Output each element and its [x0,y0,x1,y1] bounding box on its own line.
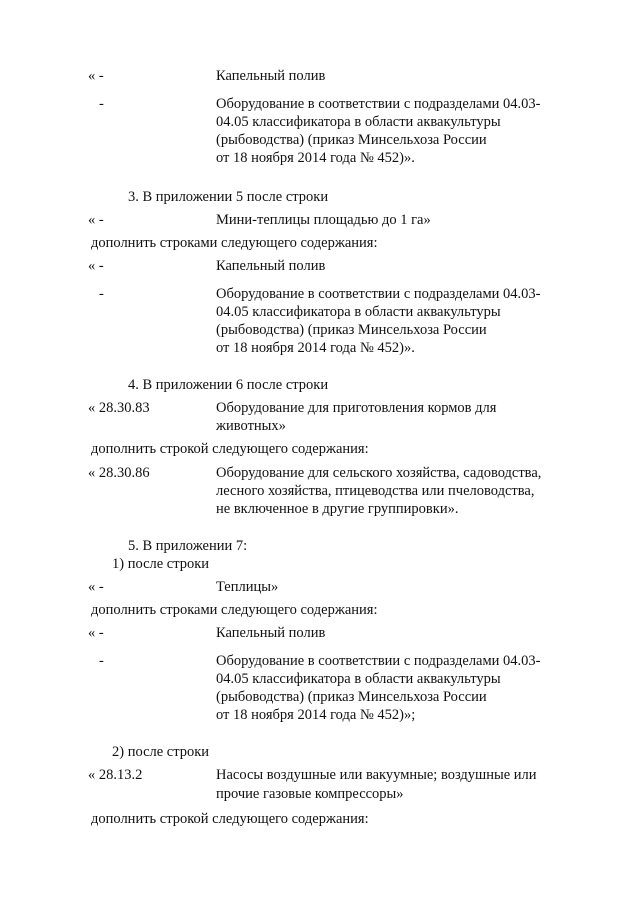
row-code: « - [88,579,104,595]
row-description: Капельный полив [216,68,326,84]
row-description: прочие газовые компрессоры» [216,786,404,802]
row-description: Теплицы» [216,579,279,595]
row-description: Оборудование в соответствии с подразделами 04.03- [216,96,541,112]
row-description: Капельный полив [216,625,326,641]
row-code: « 28.30.83 [88,400,150,416]
section-heading: 4. В приложении 6 после строки [128,377,329,393]
row-code: - [99,653,104,669]
instruction-text: дополнить строкой следующего содержания: [91,441,369,457]
row-description: Оборудование в соответствии с подразделами 04.03- [216,653,541,669]
row-code: « - [88,625,104,641]
row-description: Насосы воздушные или вакуумные; воздушные или [216,767,537,783]
row-code: - [99,286,104,302]
instruction-text: дополнить строкой следующего содержания: [91,811,369,827]
row-description: от 18 ноября 2014 года № 452)»; [216,707,416,723]
row-code: « - [88,68,104,84]
row-description: Оборудование для сельского хозяйства, садоводства, [216,465,542,481]
section-heading: 5. В приложении 7: [128,538,248,554]
row-description: Оборудование в соответствии с подразделами 04.03- [216,286,541,302]
row-description: от 18 ноября 2014 года № 452)». [216,150,415,166]
section-heading: 3. В приложении 5 после строки [128,189,329,205]
row-description: 04.05 классификатора в области аквакультуры [216,304,501,320]
subsection-heading: 1) после строки [112,556,210,572]
row-code: « 28.13.2 [88,767,143,783]
row-description: лесного хозяйства, птицеводства или пчеловодства, [216,483,535,499]
row-description: 04.05 классификатора в области аквакультуры [216,114,501,130]
row-code: - [99,96,104,112]
instruction-text: дополнить строками следующего содержания: [91,602,378,618]
row-code: « - [88,258,104,274]
row-description: (рыбоводства) (приказ Минсельхоза России [216,689,487,705]
row-description: (рыбоводства) (приказ Минсельхоза России [216,322,487,338]
row-description: не включенное в другие группировки». [216,501,459,517]
subsection-heading: 2) после строки [112,744,210,760]
row-description: Оборудование для приготовления кормов для [216,400,497,416]
row-description: 04.05 классификатора в области аквакультуры [216,671,501,687]
instruction-text: дополнить строками следующего содержания: [91,235,378,251]
row-code: « - [88,212,104,228]
row-description: от 18 ноября 2014 года № 452)». [216,340,415,356]
row-description: (рыбоводства) (приказ Минсельхоза России [216,132,487,148]
row-description: Капельный полив [216,258,326,274]
row-code: « 28.30.86 [88,465,150,481]
row-description: Мини-теплицы площадью до 1 га» [216,212,431,228]
row-description: животных» [216,418,286,434]
